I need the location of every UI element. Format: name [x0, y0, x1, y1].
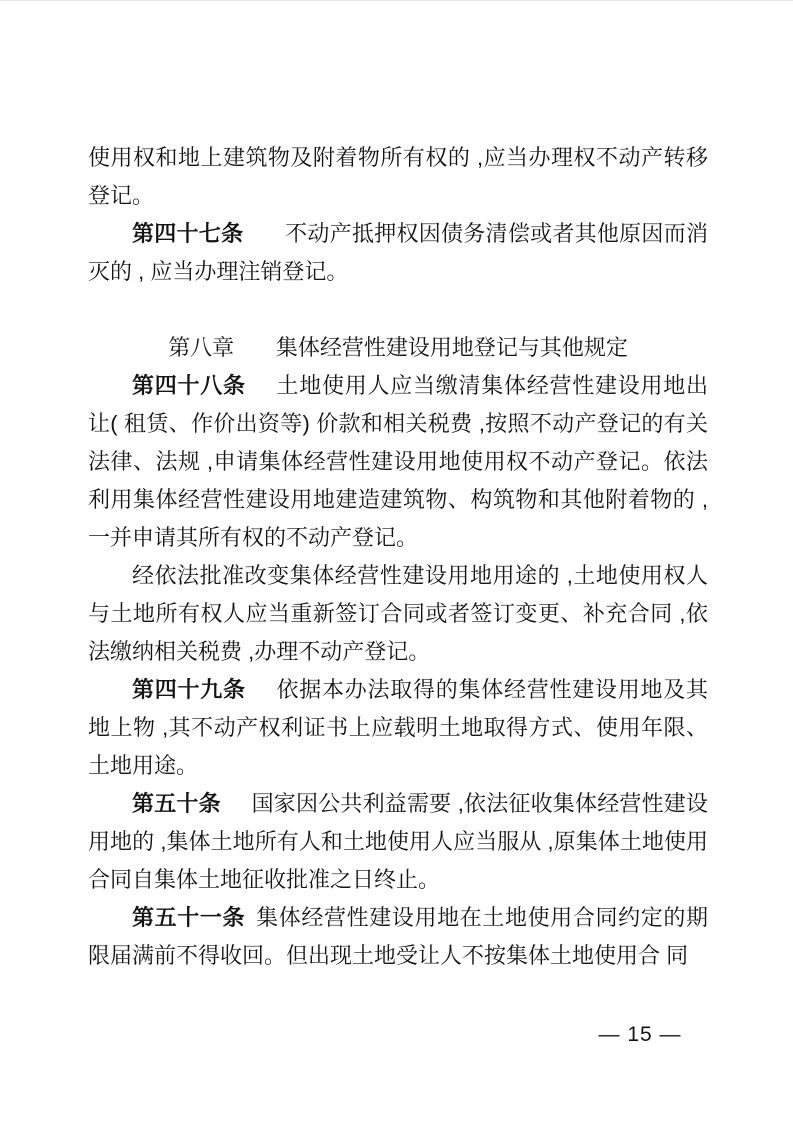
chapter-8-title: 集体经营性建设用地登记与其他规定	[275, 335, 628, 360]
article-49-text: 依据本办法取得的集体经营性建设用地及其地上物 ,其不动产权利证书上应载明土地取得方式、使用年限、土地用途。	[88, 677, 708, 778]
article-47-text: 不动产抵押权因债务清偿或者其他原因而消灭的 , 应当办理注销登记。	[88, 221, 708, 284]
article-48-number: 第四十八条	[132, 373, 246, 398]
article-47-number: 第四十七条	[132, 221, 244, 246]
article-50	[88, 785, 708, 899]
article-48	[88, 367, 708, 557]
article-51	[88, 899, 708, 975]
article-49-number: 第四十九条	[132, 677, 246, 702]
article-51-text: 集体经营性建设用地在土地使用合同约定的期限届满前不得收回。但出现土地受让人不按集体土地使用合 同	[88, 905, 708, 968]
article-50-number: 第五十条	[132, 791, 221, 816]
chapter-8-number: 第八章	[168, 335, 235, 360]
page-body-text	[88, 139, 708, 975]
article-50-text: 国家因公共利益需要 ,依法征收集体经营性建设用地的 ,集体土地所有人和土地使用人应当服从 ,原集体土地使用合同自集体土地征收批准之日终止。	[88, 791, 708, 892]
paragraph-continuation: 使用权和地上建筑物及附着物所有权的 ,应当办理权不动产转移登记。	[88, 145, 708, 208]
page-number: — 15 —	[598, 1023, 682, 1046]
article-48-text: 土地使用人应当缴清集体经营性建设用地出让( 租赁、作价出资等) 价款和相关税费 ,按照不动产登记的有关法律、法规 ,申请集体经营性建设用地使用权不动产登记。依法利用集体经营性建设用地建造建筑物、构筑物和其他附着物的 ,一并申请其所有权的不动产登记。	[88, 373, 708, 550]
article-51-number: 第五十一条	[132, 905, 246, 930]
article-48-paragraph-2: 经依法批准改变集体经营性建设用地用途的 ,土地使用权人与土地所有权人应当重新签订合同或者签订变更、补充合同 ,依法缴纳相关税费 ,办理不动产登记。	[88, 563, 708, 664]
article-47	[88, 215, 708, 291]
article-49	[88, 671, 708, 785]
chapter-8-heading	[88, 329, 708, 367]
